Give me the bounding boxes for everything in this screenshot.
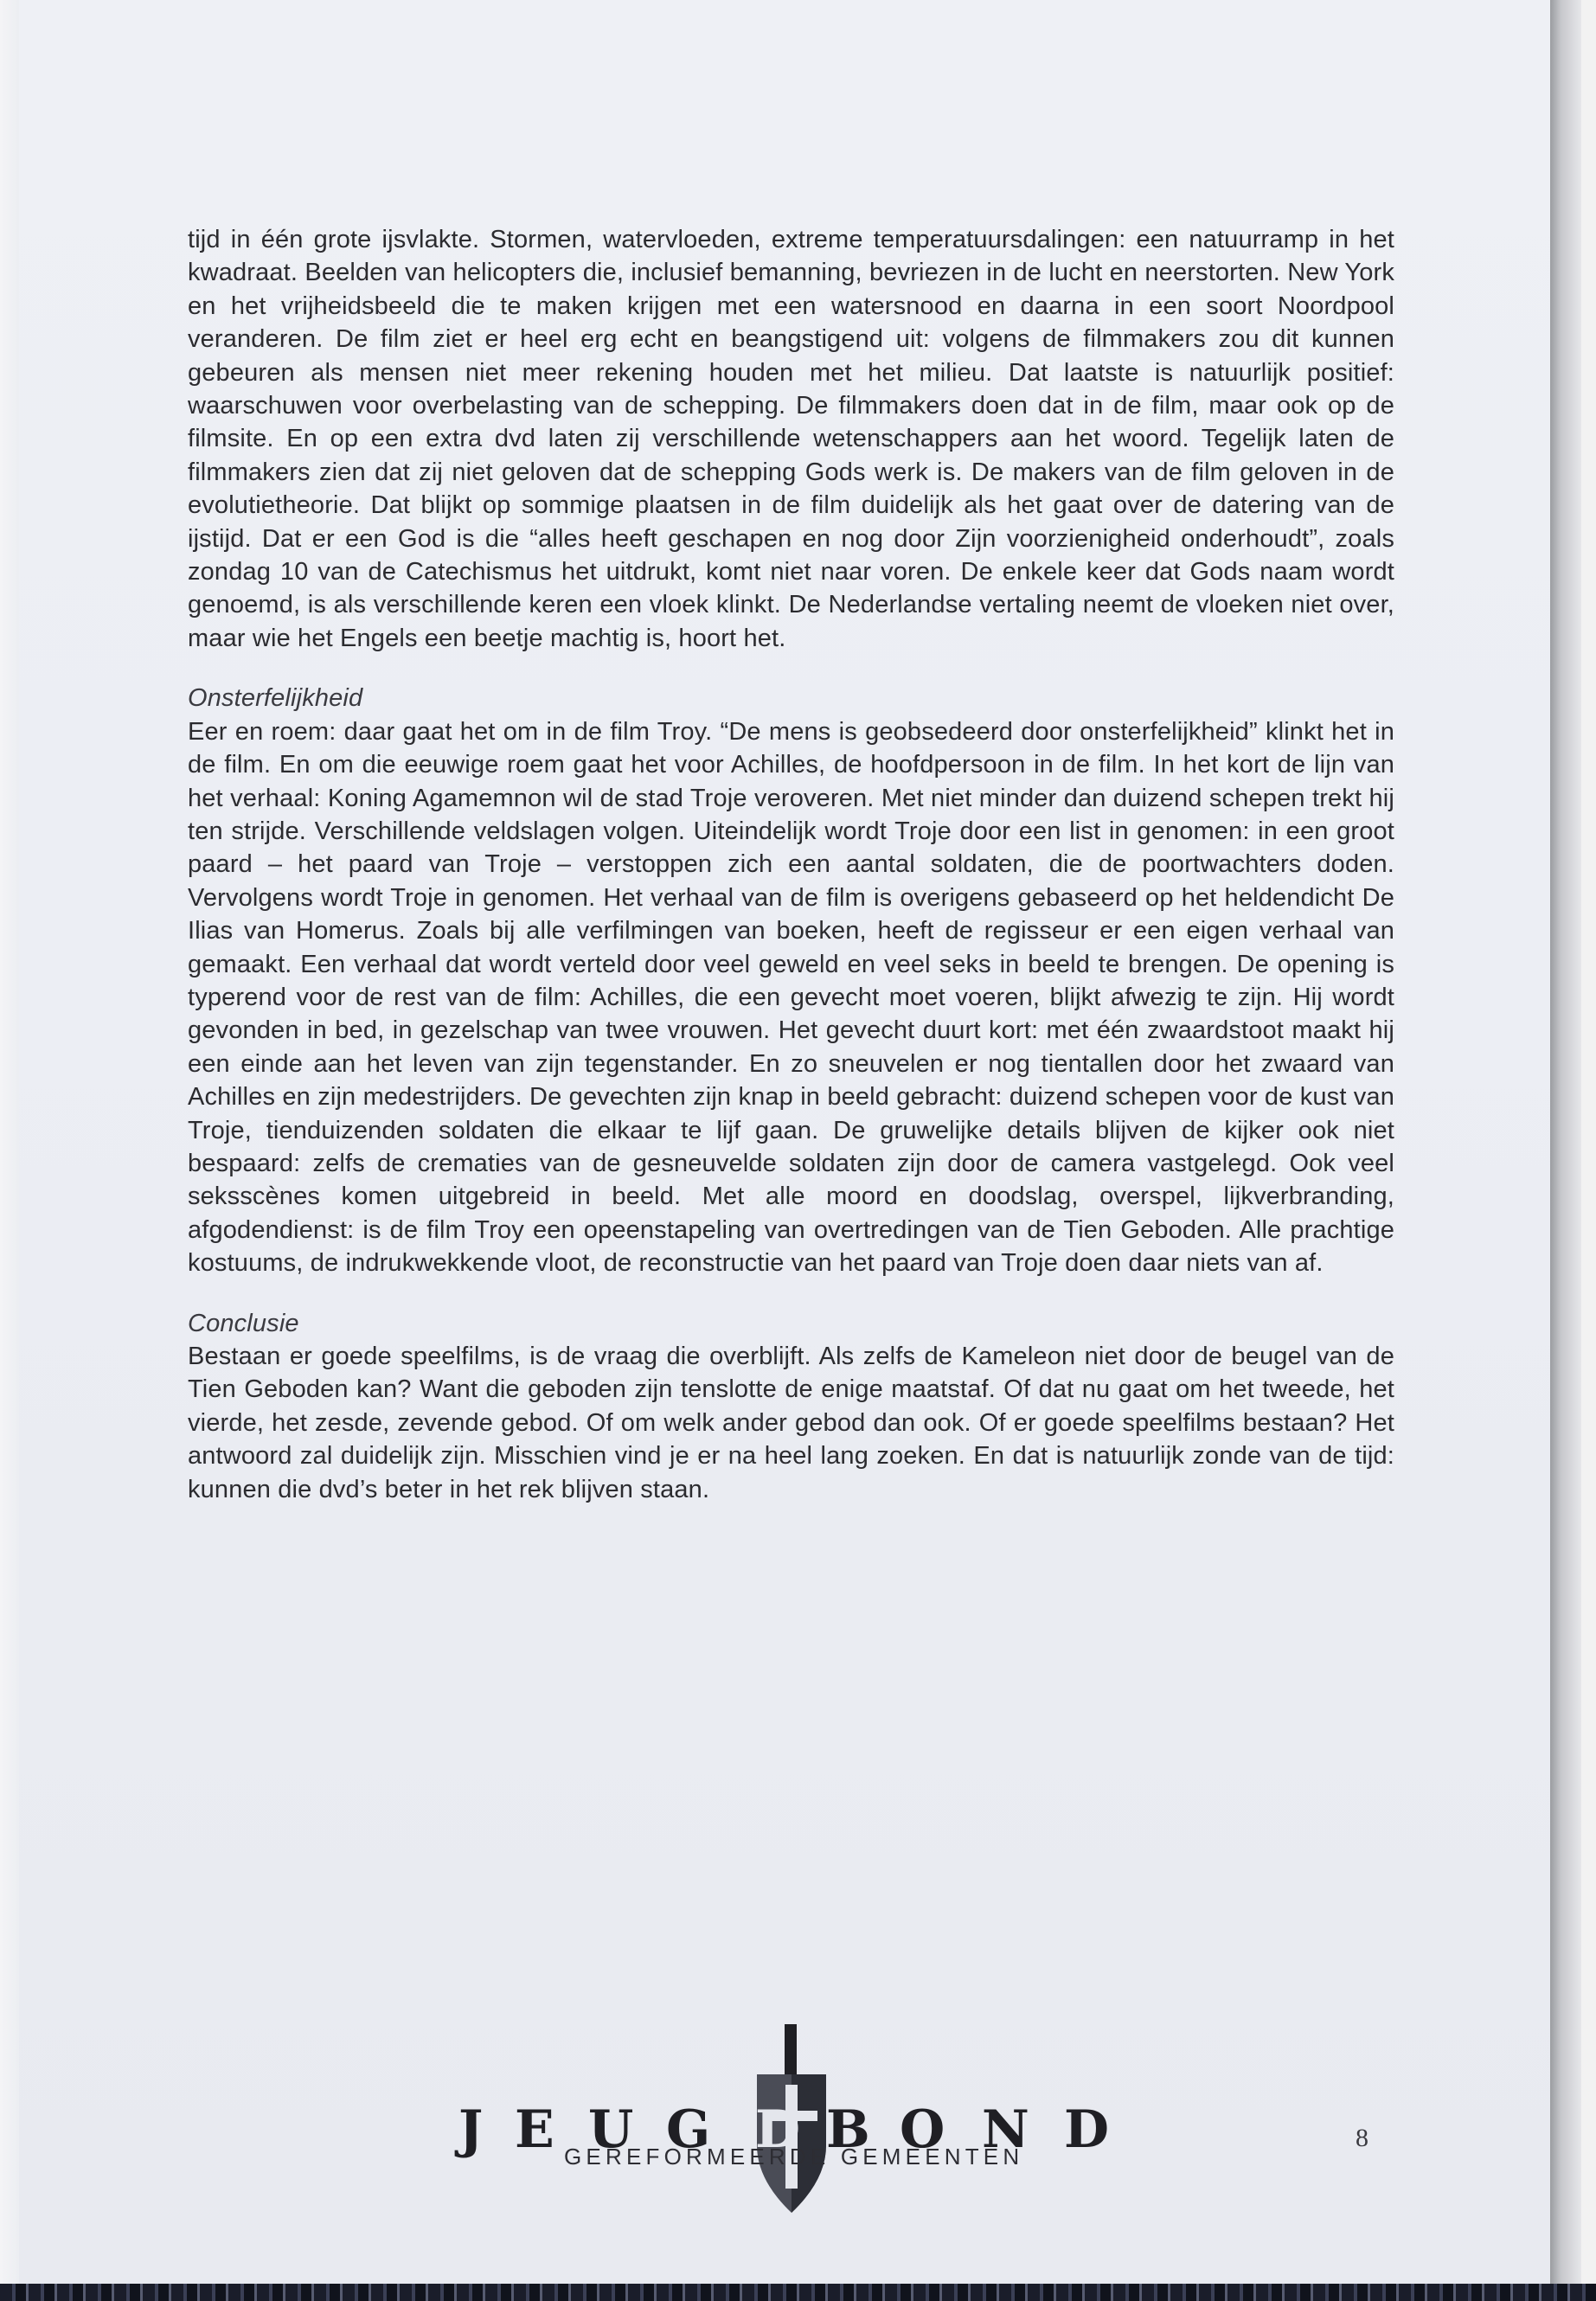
paragraph-onsterfelijkheid: Eer en roem: daar gaat het om in de film Troy. “De mens is geobsedeerd door onsterfelijkheid” klinkt het in de film. En om die eeuwige roem gaat het voor Achilles, de hoofdpersoon in de film. In het kort de lijn van het verhaal: Koning Agamemnon wil de stad Troje veroveren. Met niet minder dan duizend schepen trekt hij ten strijde. Verschillende veldslagen volgen. Uiteindelijk wordt Troje door een list in genomen: in een groot paard – het paard van Troje – verstoppen zich een aantal soldaten, die de poortwachters doden. Vervolgens wordt Troje in genomen. Het verhaal van de film is overigens gebaseerd op het heldendicht De Ilias van Homerus. Zoals bij alle verfilmingen van boeken, heeft de regisseur er een eigen verhaal van gemaakt. Een verhaal dat wordt verteld door veel geweld en veel seks in beeld te brengen. De opening is typerend voor de rest van de film: Achilles, die een gevecht moet voeren, blijkt afwezig te zijn. Hij wordt gevonden in bed, in gezelschap van twee vrouwen. Het gevecht duurt kort: met één zwaardstoot maakt hij een einde aan het leven van zijn tegenstander. En zo sneuvelen er nog tientallen door het zwaard van Achilles en zijn medestrijders. De gevechten zijn knap in beeld gebracht: duizend schepen voor de kust van Troje, tienduizenden soldaten die elkaar te lijf gaan. De gruwelijke details blijven de kijker ook niet bespaard: zelfs de crematies van de gesneuvelde soldaten zijn door de camera vastgelegd. Ook veel seksscènes komen uitgebreid in beeld. Met alle moord en doodslag, overspel, lijkverbranding, afgodendienst: is de film Troy een opeenstapeling van overtredingen van de Tien Geboden. Alle prachtige kostuums, de indrukwekkende vloot, de reconstructie van het paard van Troje doen daar niets van af. [188,717,1394,1278]
logo-letter: D [1064,2099,1110,2160]
paragraph-gap [188,1280,1394,1307]
paragraph-intro: tijd in één grote ijsvlakte. Stormen, watervloeden, extreme temperatuursdalingen: een natuurramp in het kwadraat. Beelden van helicopters die, inclusief bemanning, bevriezen in de lucht en neerstorten. New York en het vrijheidsbeeld die te maken krijgen met een watersnood en daarna in een soort Noordpool veranderen. De film ziet er heel erg echt en beangstigend uit: volgens de filmmakers zou dit kunnen gebeuren als mensen niet meer rekening houden met het milieu. Dat laatste is natuurlijk positief: waarschuwen voor overbelasting van de schepping. De filmmakers doen dat in de film, maar ook op de filmsite. En op een extra dvd laten zij verschillende wetenschappers aan het woord. Tegelijk laten de filmmakers zien dat zij niet geloven dat de schepping Gods werk is. De makers van de film geloven in de evolutietheorie. Dat blijkt op sommige plaatsen in de film duidelijk als het gaat over de datering van de ijstijd. Dat er een God is die “alles heeft geschapen en nog door Zijn voorzienigheid onderhoudt”, zoals zondag 10 van de Catechismus het uitdrukt, komt niet naar voren. De enkele keer dat Gods naam wordt genoemd, is als verschillende keren een vloek klinkt. De Nederlandse vertaling neemt de vloeken niet over, maar wie het Engels een beetje machtig is, hoort het. [188,226,1394,652]
logo-letter: N [982,2099,1029,2160]
article-body [188,223,1394,1506]
logo-letter: G [666,2099,711,2160]
logo-letter: E [515,2099,554,2160]
logo-letter: D [755,2099,801,2160]
logo-letter: B [826,2099,870,2160]
section-heading-onsterfelijkheid: Onsterfelijkheid [188,684,363,713]
logo-letter: J [458,2099,484,2160]
section-heading-conclusie: Conclusie [188,1309,299,1337]
paragraph-conclusie: Bestaan er goede speelfilms, is de vraag die overblijft. Als zelfs de Kameleon niet door de beugel van de Tien Geboden kan? Want die geboden zijn tenslotte de enige maatstaf. Of dat nu gaat om het tweede, het vierde, het zesde, zevende gebod. Of om welk ander gebod dan ook. Of er goede speelfilms bestaan? Het antwoord zal duidelijk zijn. Misschien vind je er na heel lang zoeken. En dat is natuurlijk zonde van de tijd: kunnen die dvd’s beter in het rek blijven staan. [188,1343,1394,1503]
page-number: 8 [1356,2124,1368,2152]
page-binding-shadow [1550,0,1581,2301]
scan-bottom-edge [0,2284,1596,2301]
logo-subtitle: GEREFORMEERDE GEMEENTEN [564,2144,1024,2170]
logo-letter: O [900,2099,945,2160]
scan-right-margin [1581,0,1596,2301]
jeugdbond-logo [458,2024,1168,2214]
scan-left-edge [0,0,19,2301]
logo-letter: U [588,2099,634,2160]
paragraph-gap [188,655,1394,682]
